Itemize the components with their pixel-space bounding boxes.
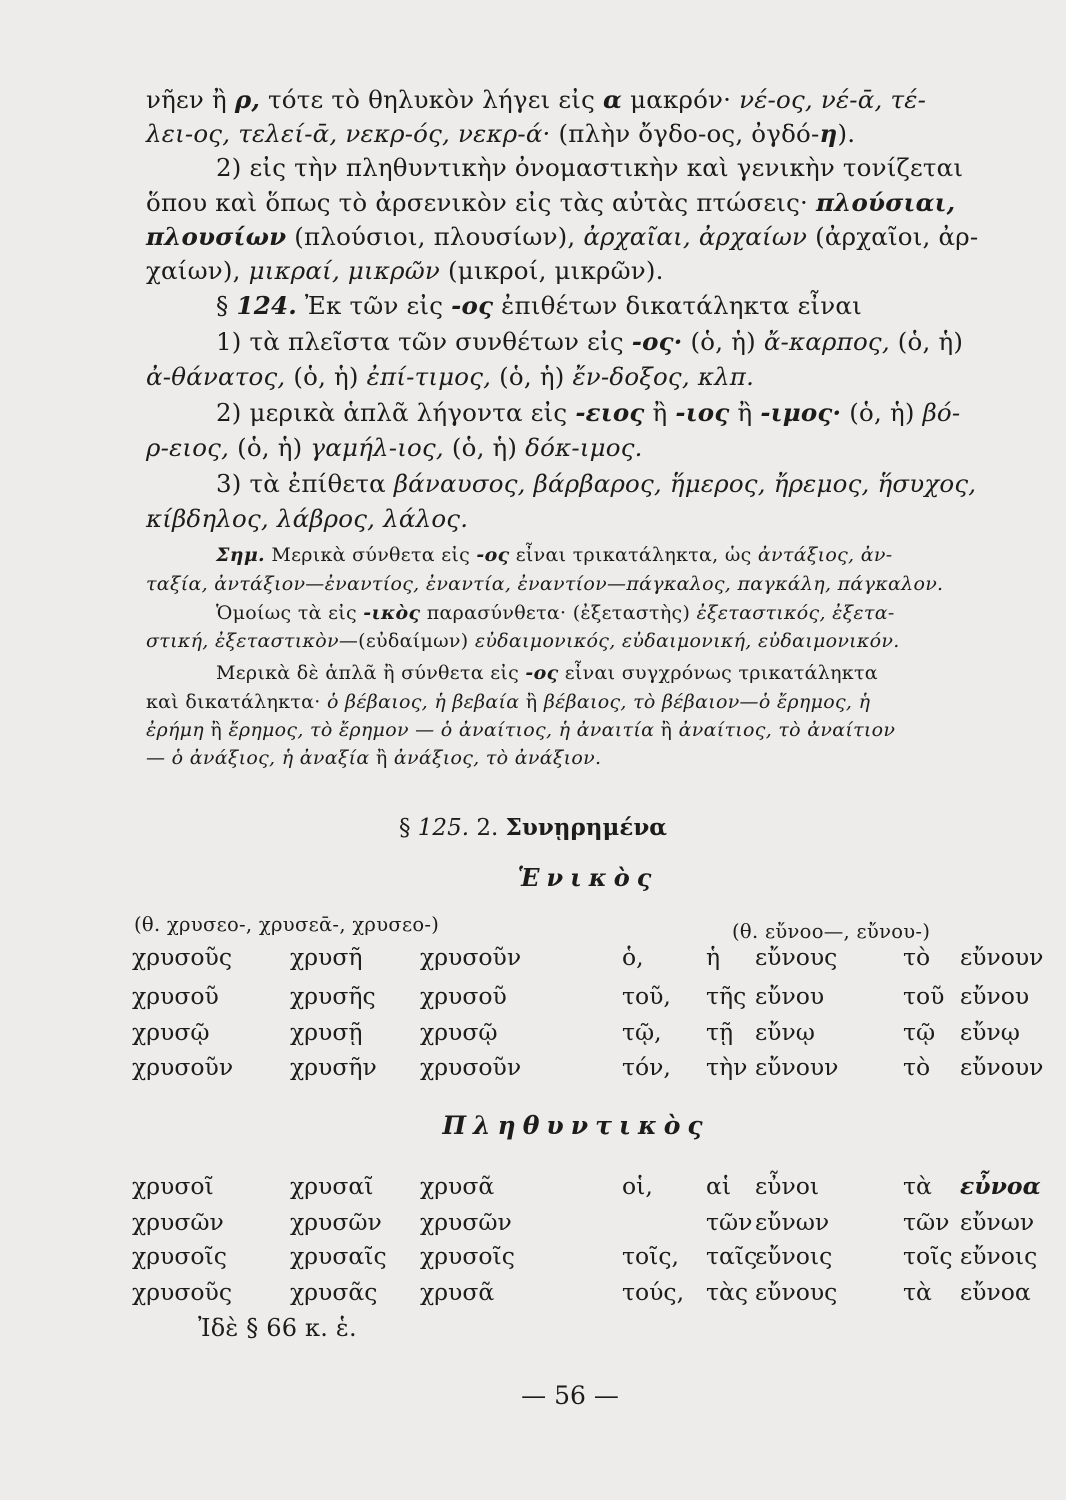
table-cell: εὔνων [755, 1208, 830, 1236]
note-line: ταξία, ἀντάξιον—ἐναντίος, ἐναντία, ἐναντίον—πάγκαλος, παγκάλη, πάγκαλον. [146, 573, 944, 595]
singular-heading: Ἑνικὸς [517, 863, 659, 892]
table-cell: εὔνου [960, 982, 1030, 1010]
table-cell: τῆς [706, 982, 747, 1010]
table-cell: τὸ [903, 943, 931, 971]
table-cell: χρυσοῦν [132, 1053, 234, 1081]
table-row [0, 941, 1066, 973]
table-cell: χρυσοῖς [132, 1242, 227, 1270]
table-cell: ἡ [706, 943, 721, 971]
table-row [0, 1276, 1066, 1308]
table-cell: χρυσᾶ [420, 1172, 495, 1200]
table-cell: τῶν [706, 1208, 753, 1236]
table-cell: χρυσᾶ [420, 1278, 495, 1306]
table-cell: χρυσᾶς [290, 1278, 378, 1306]
table-cell: τῷ, [622, 1018, 662, 1046]
note-line: Μερικὰ δὲ ἁπλᾶ ἢ σύνθετα εἰς -ος εἶναι συγχρόνως τρικατάληκτα [216, 662, 878, 684]
table-cell: τὰς [706, 1278, 749, 1306]
text-line: 2) μερικὰ ἁπλᾶ λήγοντα εἰς -ειος ἢ -ιος ἢ -ιμος· (ὁ, ἡ) βό- [216, 398, 961, 427]
text-line: ἀ-θάνατος, (ὁ, ἡ) ἐπί-τιμος, (ὁ, ἡ) ἔν-δοξος, κλπ. [146, 362, 755, 391]
section-125-heading: § 125. 2. Συνῃρημένα [398, 814, 667, 841]
note-line: ἐρήμη ἢ ἔρημος, τὸ ἔρημον — ὁ ἀναίτιος, ἡ ἀναιτία ἢ ἀναίτιος, τὸ ἀναίτιον [146, 719, 896, 741]
table-cell: εὔνους [755, 943, 838, 971]
table-cell: τοῦ [903, 982, 945, 1010]
table-row [0, 1170, 1066, 1202]
table-cell: εὖνοι [755, 1172, 820, 1200]
table-cell: εὖνοα [960, 1172, 1041, 1200]
table-row [0, 980, 1066, 1012]
table-cell: τοῖς, [622, 1242, 679, 1270]
table-cell: τῷ [903, 1018, 936, 1046]
note-line: στική, ἐξεταστικὸν—(εὐδαίμων) εὐδαιμονικός, εὐδαιμονική, εὐδαιμονικόν. [146, 630, 900, 652]
table-cell: χρυσοῦς [132, 1278, 232, 1306]
text-line: 2) εἰς τὴν πληθυντικὴν ὀνομαστικὴν καὶ γενικὴν τονίζεται [216, 153, 964, 182]
note-line: καὶ δικατάληκτα· ὁ βέβαιος, ἡ βεβαία ἢ βέβαιος, τὸ βέβαιον—ὁ ἔρημος, ἡ [146, 691, 871, 713]
section-124-heading: § 124. Ἐκ τῶν εἰς -ος ἐπιθέτων δικατάληκτα εἶναι [216, 291, 862, 320]
table-cell: εὔνῳ [755, 1018, 815, 1046]
table-cell: εὔνου [755, 982, 825, 1010]
text-line: κίβδηλος, λάβρος, λάλος. [146, 504, 469, 533]
table-row [0, 1240, 1066, 1272]
table-cell: εὔνων [960, 1208, 1035, 1236]
table-cell: εὔνουν [960, 1053, 1044, 1081]
table-cell: χρυσοῦς [132, 943, 232, 971]
table-row [0, 1016, 1066, 1048]
text-line: χαίων), μικραί, μικρῶν (μικροί, μικρῶν). [146, 256, 664, 285]
table-cell: τὰ [903, 1172, 932, 1200]
table-cell: εὔνους [755, 1278, 838, 1306]
table-cell: χρυσοῖ [132, 1172, 214, 1200]
table-cell: εὔνουν [960, 943, 1044, 971]
cross-reference: Ἰδὲ § 66 κ. ἑ. [198, 1314, 357, 1342]
table-cell: χρυσῷ [420, 1018, 498, 1046]
table-cell: εὔνοις [960, 1242, 1038, 1270]
note-line: Σημ. Μερικὰ σύνθετα εἰς -ος εἶναι τρικατάληκτα, ὡς ἀντάξιος, ἀν- [216, 544, 893, 566]
text-line: 1) τὰ πλεῖστα τῶν συνθέτων εἰς -ος· (ὁ, ἡ) ἄ-καρπος, (ὁ, ἡ) [216, 327, 964, 356]
table-cell: τόν, [622, 1053, 671, 1081]
text-line: ὅπου καὶ ὅπως τὸ ἀρσενικὸν εἰς τὰς αὐτὰς πτώσεις· πλούσιαι, [146, 188, 956, 217]
table-cell: ὁ, [622, 943, 644, 971]
text-line: πλουσίων (πλούσιοι, πλουσίων), ἀρχαῖαι, ἀρχαίων (ἀρχαῖοι, ἀρ- [146, 222, 979, 251]
text-line: λει-ος, τελεί-ᾱ, νεκρ-ός, νεκρ-ά· (πλὴν ὄγδο-ος, ὀγδό-η). [146, 119, 856, 148]
page-number: — 56 — [521, 1381, 619, 1410]
table-cell: χρυσοῦ [420, 982, 507, 1010]
table-cell: οἱ, [622, 1172, 653, 1200]
table-cell: αἱ [706, 1172, 732, 1200]
text-line: ρ-ειος, (ὁ, ἡ) γαμήλ-ιος, (ὁ, ἡ) δόκ-ιμος. [146, 433, 643, 462]
note-line: Ὁμοίως τὰ εἰς -ικὸς παρασύνθετα· (ἐξεταστὴς) ἐξεταστικός, ἐξετα- [216, 602, 895, 624]
table-row [0, 1206, 1066, 1238]
table-cell: τοῦ, [622, 982, 671, 1010]
table-cell: χρυσῆν [290, 1053, 377, 1081]
table-cell: τὴν [706, 1053, 748, 1081]
table-cell: χρυσοῦν [420, 1053, 522, 1081]
table-cell: χρυσῆ [290, 943, 363, 971]
table-cell: χρυσαῖς [290, 1242, 387, 1270]
stem-right: (θ. εὔνοο—, εὔνου-) [732, 920, 931, 943]
table-cell: χρυσῶν [290, 1208, 382, 1236]
note-line: — ὁ ἀνάξιος, ἡ ἀναξία ἢ ἀνάξιος, τὸ ἀνάξιον. [146, 747, 602, 769]
table-cell: τοῖς [903, 1242, 953, 1270]
text-line: 3) τὰ ἐπίθετα βάναυσος, βάρβαρος, ἥμερος, ἤρεμος, ἥσυχος, [216, 469, 977, 498]
table-cell: τὰ [903, 1278, 932, 1306]
table-cell: χρυσῷ [132, 1018, 210, 1046]
stem-left: (θ. χρυσεο-, χρυσεᾱ-, χρυσεο-) [134, 913, 440, 936]
table-cell: χρυσοῦν [420, 943, 522, 971]
table-cell: εὔνῳ [960, 1018, 1020, 1046]
table-cell: τῇ [706, 1018, 734, 1046]
table-cell: χρυσοῦ [132, 982, 219, 1010]
table-cell: εὔνουν [755, 1053, 839, 1081]
table-cell: εὔνοα [960, 1278, 1031, 1306]
table-cell: χρυσῇ [290, 1018, 363, 1046]
table-cell: χρυσῶν [132, 1208, 224, 1236]
table-cell: τῶν [903, 1208, 950, 1236]
text-line: νῆεν ἢ ρ, τότε τὸ θηλυκὸν λήγει εἰς α μακρόν· νέ-ος, νέ-ᾱ, τέ- [146, 85, 927, 114]
table-cell: τούς, [622, 1278, 685, 1306]
table-cell: χρυσαῖ [290, 1172, 374, 1200]
table-cell: χρυσῶν [420, 1208, 512, 1236]
plural-heading: Πληθυντικὸς [442, 1111, 710, 1140]
table-cell: εὔνοις [755, 1242, 833, 1270]
table-cell: ταῖς [706, 1242, 758, 1270]
table-cell: τὸ [903, 1053, 931, 1081]
table-cell: χρυσοῖς [420, 1242, 515, 1270]
table-cell: χρυσῆς [290, 982, 376, 1010]
table-row [0, 1051, 1066, 1083]
